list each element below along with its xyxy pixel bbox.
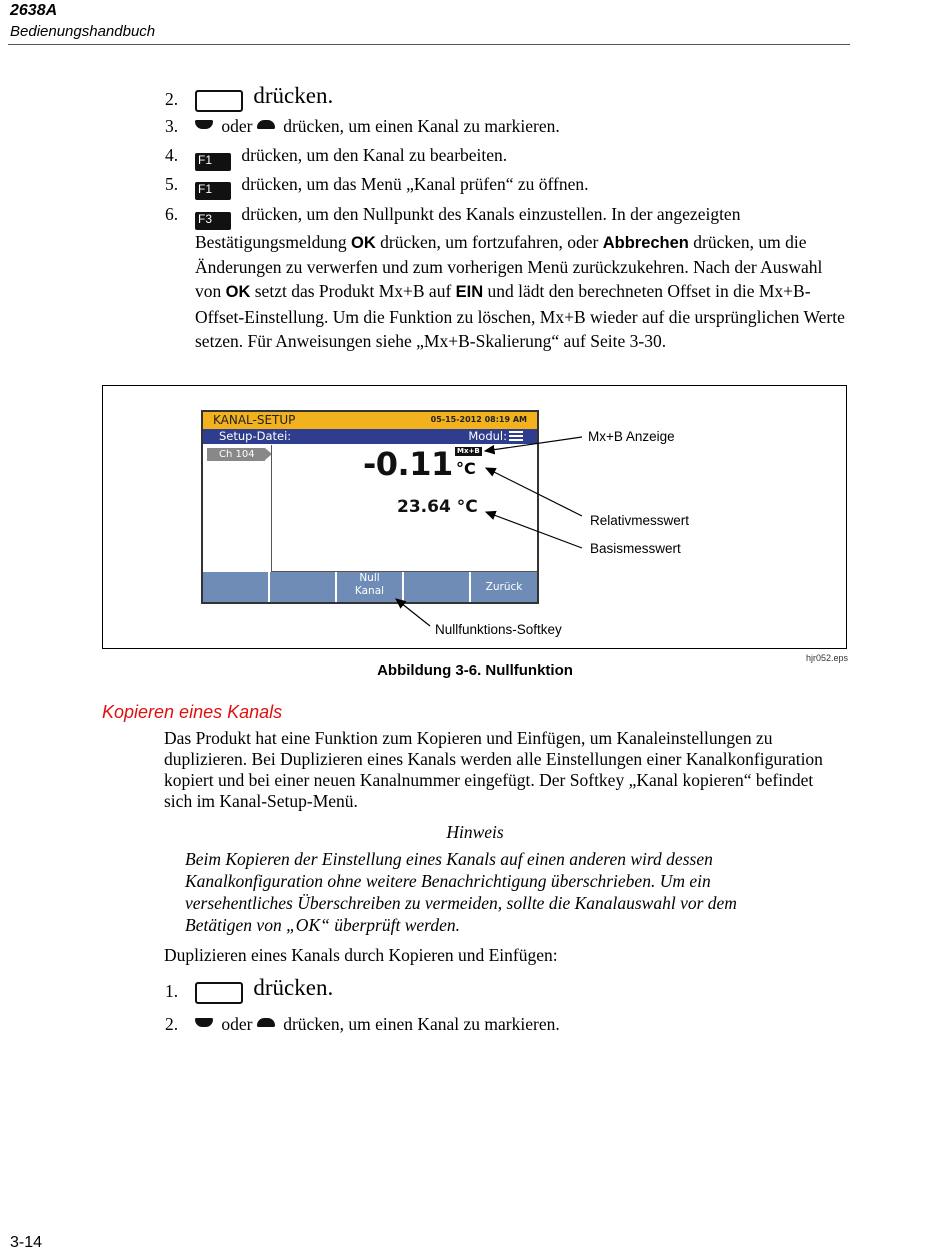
step-text: drücken, um einen Kanal zu markieren. xyxy=(283,1014,560,1034)
arrow-up-key-icon xyxy=(257,1018,275,1027)
step-oder: oder xyxy=(221,116,253,136)
arrow-base xyxy=(486,512,582,548)
channel-setup-key-icon: CHANNEL SETUP xyxy=(195,982,243,1004)
f3-key-icon: F3 xyxy=(195,212,231,230)
figure-file-id: hjr052.eps xyxy=(806,653,849,663)
step-number: 5. xyxy=(165,174,179,194)
step-text: drücken, um den Kanal zu bearbeiten. xyxy=(241,145,508,165)
module-label: Modul: xyxy=(468,429,507,443)
step-text: drücken, um das Menü „Kanal prüfen“ zu öffnen. xyxy=(241,174,589,194)
ok-label: OK xyxy=(351,234,376,252)
setup-file-label: Setup-Datei: xyxy=(219,429,292,443)
step-number: 2. xyxy=(165,1014,179,1034)
abbrechen-label: Abbrechen xyxy=(602,234,689,252)
step-number: 3. xyxy=(165,116,179,136)
ok-label: OK xyxy=(225,283,251,302)
ein-label: EIN xyxy=(455,283,484,302)
document-subtitle: Bedienungshandbuch xyxy=(10,23,156,40)
callout-softkey: Nullfunktions-Softkey xyxy=(435,622,562,637)
arrow-relative xyxy=(486,468,582,516)
step-6-text: F3 drücken, um den Nullpunkt des Kanals einzustellen. In der angezeigten Bestätigungsmeldung OK drücken, um fortzufahren, oder Abbrechen drücken, um die Änderungen zu verwerfen und zum vorherigen Menü zurückzukehren. Nach der Auswahl von OK setzt das Produkt Mx+B auf EIN und lädt den berechneten Offset in die Mx+B-Offset-Einstellung. Um die Funktion zu löschen, Mx+B wieder auf die ursprünglichen Werte setzen. Für Anweisungen siehe „Mx+B-Skalierung“ auf Seite 3-30. xyxy=(195,204,845,351)
step-number: 2. xyxy=(165,89,179,109)
mxb-badge: Mx+B xyxy=(457,447,480,455)
section-heading: Kopieren eines Kanals xyxy=(102,702,283,722)
f1-key-icon: F1 xyxy=(195,153,231,171)
screen-datetime: 05-15-2012 08:19 AM xyxy=(430,415,527,424)
arrow-softkey xyxy=(396,599,430,626)
relative-unit: °C xyxy=(456,459,476,478)
callout-mxb: Mx+B Anzeige xyxy=(588,429,675,444)
step-text: drücken, um einen Kanal zu markieren. xyxy=(283,116,560,136)
channel-tab: Ch 104 xyxy=(207,448,265,461)
callout-relative: Relativmesswert xyxy=(590,513,690,528)
f1-key-icon: F1 xyxy=(195,182,231,200)
step-number: 4. xyxy=(165,145,179,165)
section-intro: Duplizieren eines Kanals durch Kopieren und Einfügen: xyxy=(164,945,558,965)
step-oder: oder xyxy=(221,1014,253,1034)
step-number: 1. xyxy=(165,981,179,1001)
section-paragraph: Das Produkt hat eine Funktion zum Kopieren und Einfügen, um Kanaleinstellungen zu duplizieren. Bei Duplizieren eines Kanals werden alle Einstellungen einer Kanalkonfiguration kopiert und bei einer neuen Kanalnummer eingefügt. Der Softkey „Kanal kopieren“ befindet sich im Kanal-Setup-Menü. xyxy=(164,728,823,811)
arrow-mxb xyxy=(485,437,582,451)
arrow-down-key-icon xyxy=(195,1018,213,1027)
softkey-zurueck[interactable]: Zurück xyxy=(471,572,537,602)
step-text: drücken. xyxy=(253,83,334,108)
screen-title: KANAL-SETUP xyxy=(213,413,296,427)
note-text: Beim Kopieren der Einstellung eines Kanals auf einen anderen wird dessen Kanalkonfiguration ohne weitere Benachrichtigung überschrieben. Um ein versehentliches Überschreiben zu vermeiden, sollte die Kanalauswahl vor dem Betätigen von „OK“ überprüft werden. xyxy=(185,849,737,935)
relative-reading: -0.11 xyxy=(363,445,453,483)
figure-caption: Abbildung 3-6. Nullfunktion xyxy=(377,662,573,679)
callout-base: Basismesswert xyxy=(590,541,681,556)
note-title: Hinweis xyxy=(446,822,504,842)
base-reading: 23.64 °C xyxy=(397,497,478,517)
document-model: 2638A xyxy=(10,2,58,19)
channel-setup-key-icon: CHANNEL SETUP xyxy=(195,90,243,112)
softkey-null-kanal[interactable]: Null Kanal xyxy=(337,572,404,602)
step-text: drücken. xyxy=(253,975,334,1000)
page-number: 3-14 xyxy=(10,1234,43,1251)
